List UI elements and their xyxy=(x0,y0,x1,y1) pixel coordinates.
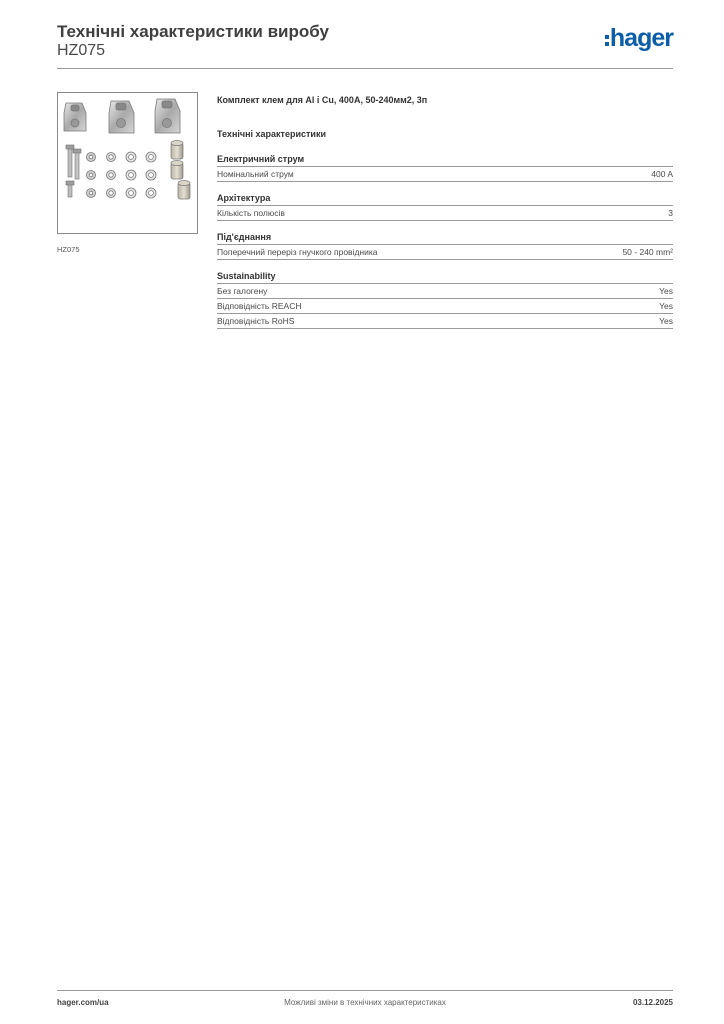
page-title: Технічні характеристики виробу xyxy=(57,22,329,41)
spec-group-title: Під'єднання xyxy=(217,232,673,245)
spec-label: Відповідність RoHS xyxy=(217,316,295,326)
spec-value: 50 - 240 mm² xyxy=(622,247,673,257)
product-title: Комплект клем для Al і Cu, 400A, 50-240мм2, 3п xyxy=(217,95,428,105)
spec-group-title: Sustainability xyxy=(217,271,673,284)
spec-row xyxy=(217,245,673,260)
spec-value: Yes xyxy=(659,286,673,296)
spec-row xyxy=(217,167,673,182)
logo-dots-icon xyxy=(605,35,609,46)
spec-group-architecture xyxy=(217,193,673,221)
spec-value: 3 xyxy=(668,208,673,218)
spec-group-title: Архітектура xyxy=(217,193,673,206)
footer-divider xyxy=(57,990,673,991)
spec-content xyxy=(217,95,673,329)
spec-label: Кількість полюсів xyxy=(217,208,285,218)
footer-date: 03.12.2025 xyxy=(632,998,673,1007)
spec-row xyxy=(217,299,673,314)
spec-row xyxy=(217,206,673,221)
spec-label: Номінальний струм xyxy=(217,169,294,179)
spec-value: Yes xyxy=(659,316,673,326)
logo-text: hager xyxy=(609,24,673,52)
product-code: HZ075 xyxy=(57,42,106,59)
spec-row xyxy=(217,284,673,299)
specs-heading: Технічні характеристики xyxy=(217,129,326,139)
terminal-kit-image xyxy=(58,93,197,233)
spec-group-connection xyxy=(217,232,673,260)
spec-row xyxy=(217,314,673,329)
spec-group-electric-current xyxy=(217,154,673,182)
footer-website-link[interactable]: hager.com/ua xyxy=(57,998,109,1007)
footer-note: Можливі зміни в технічних характеристиках xyxy=(284,998,446,1007)
spec-group-sustainability xyxy=(217,271,673,329)
spec-label: Без галогену xyxy=(217,286,268,296)
spec-group-title: Електричний струм xyxy=(217,154,673,167)
spec-label: Відповідність REACH xyxy=(217,301,302,311)
header-divider xyxy=(57,68,673,69)
product-photo xyxy=(57,92,198,234)
spec-value: 400 A xyxy=(651,169,673,179)
spec-value: Yes xyxy=(659,301,673,311)
hager-logo xyxy=(605,26,673,51)
photo-caption: HZ075 xyxy=(57,245,80,254)
spec-label: Поперечний переріз гнучкого провідника xyxy=(217,247,378,257)
page-header xyxy=(57,20,673,70)
